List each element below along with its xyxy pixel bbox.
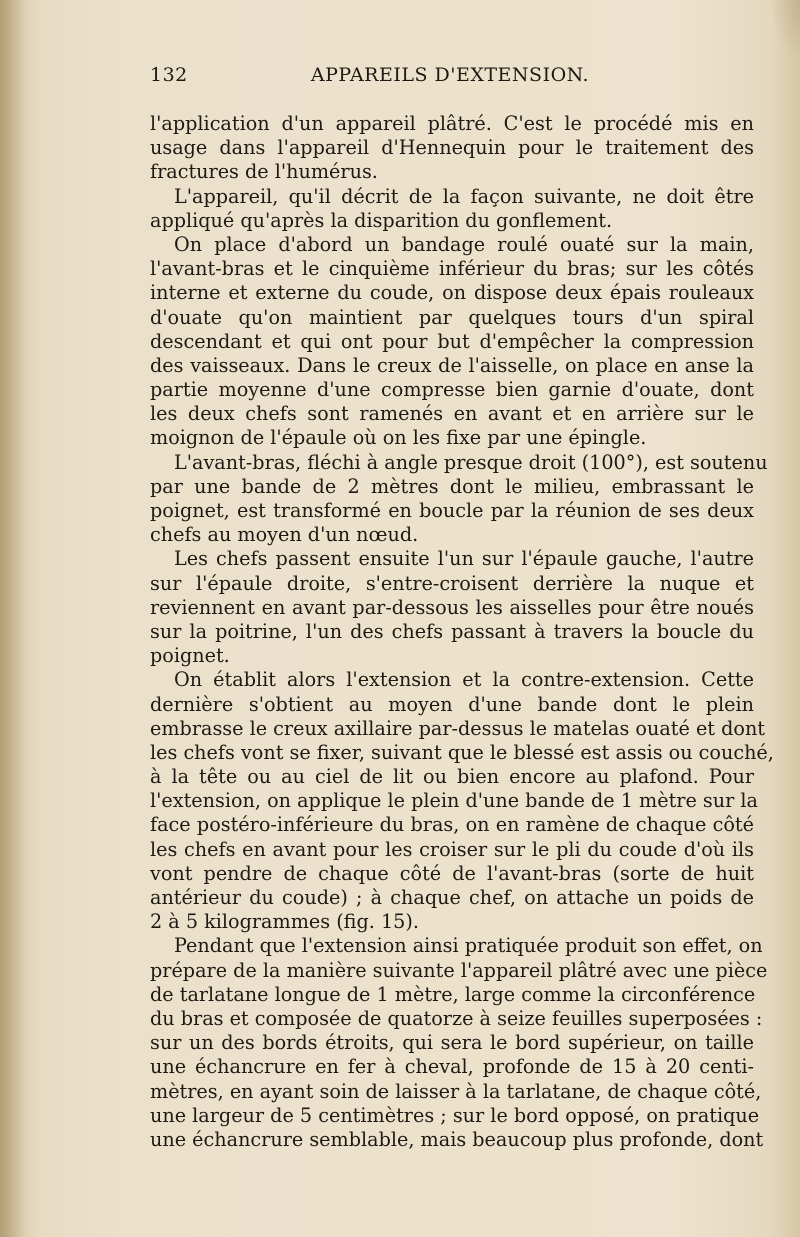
text-line: l'application d'un appareil plâtré. C'est le procédé mis en bbox=[150, 112, 754, 135]
text-line: une échancrure en fer à cheval, profonde de 15 à 20 centi- bbox=[150, 1055, 754, 1079]
text-line: sur l'épaule droite, s'entre-croisent derrière la nuque et bbox=[150, 571, 754, 595]
text-line: poignet. bbox=[150, 644, 230, 668]
text-line: les deux chefs sont ramenés en avant et en arrière sur le bbox=[150, 402, 754, 426]
text-line: poignet, est transformé en boucle par la réunion de ses deux bbox=[150, 499, 754, 522]
text-line: les chefs vont se fixer, suivant que le blessé est assis ou couché, bbox=[150, 740, 774, 764]
text-line: les chefs en avant pour les croiser sur le pli du coude d'où ils bbox=[150, 837, 754, 861]
body-text bbox=[150, 112, 774, 1152]
text-line: vont pendre de chaque côté de l'avant-bras (sorte de huit bbox=[150, 861, 754, 885]
text-line: une largeur de 5 centimètres ; sur le bord opposé, on pratique bbox=[150, 1103, 760, 1127]
text-line: Pendant que l'extension ainsi pratiquée produit son effet, on bbox=[174, 934, 763, 958]
running-title: APPAREILS D'EXTENSION. bbox=[310, 64, 590, 86]
text-line: L'appareil, qu'il décrit de la façon suivante, ne doit être bbox=[174, 184, 754, 208]
text-line: chefs au moyen d'un nœud. bbox=[150, 523, 419, 547]
text-line: d'ouate qu'on maintient par quelques tours d'un spiral bbox=[150, 305, 754, 329]
text-line: du bras et composée de quatorze à seize feuilles superposées : bbox=[150, 1006, 763, 1030]
text-line: appliqué qu'après la disparition du gonflement. bbox=[150, 208, 613, 232]
text-line: antérieur du coude) ; à chaque chef, on attache un poids de bbox=[150, 886, 754, 909]
text-line: interne et externe du coude, on dispose deux épais rouleaux bbox=[150, 281, 754, 305]
text-line: l'extension, on applique le plein d'une bande de 1 mètre sur la bbox=[150, 789, 758, 813]
text-line: l'avant-bras et le cinquième inférieur du bras; sur les côtés bbox=[150, 257, 754, 281]
text-line: 2 à 5 kilogrammes (fig. 15). bbox=[150, 910, 419, 934]
text-line: une échancrure semblable, mais beaucoup plus profonde, dont bbox=[150, 1127, 764, 1151]
text-line: sur la poitrine, l'un des chefs passant à travers la boucle du bbox=[150, 619, 754, 643]
text-line: prépare de la manière suivante l'appareil plâtré avec une pièce bbox=[150, 958, 768, 982]
text-line: usage dans l'appareil d'Hennequin pour le traitement des bbox=[150, 136, 754, 160]
text-line: descendant et qui ont pour but d'empêcher la compression bbox=[150, 329, 754, 353]
running-head bbox=[150, 64, 750, 94]
text-line: moignon de l'épaule où on les fixe par une épingle. bbox=[150, 426, 647, 450]
text-line: de tarlatane longue de 1 mètre, large comme la circonférence bbox=[150, 982, 756, 1006]
text-line: face postéro-inférieure du bras, on en ramène de chaque côté bbox=[150, 813, 754, 837]
text-line: dernière s'obtient au moyen d'une bande dont le plein bbox=[150, 692, 754, 716]
text-line: reviennent en avant par-dessous les aisselles pour être noués bbox=[150, 595, 754, 619]
text-line: On place d'abord un bandage roulé ouaté sur la main, bbox=[174, 232, 754, 256]
text-line: par une bande de 2 mètres dont le milieu, embrassant le bbox=[150, 474, 754, 498]
text-line: Les chefs passent ensuite l'un sur l'épaule gauche, l'autre bbox=[174, 547, 754, 571]
text-line: à la tête ou au ciel de lit ou bien encore au plafond. Pour bbox=[150, 765, 754, 789]
text-line: embrasse le creux axillaire par-dessus le matelas ouaté et dont bbox=[150, 716, 766, 740]
text-line: partie moyenne d'une compresse bien garnie d'ouate, dont bbox=[150, 378, 754, 402]
text-line: fractures de l'humérus. bbox=[150, 160, 378, 184]
text-line: On établit alors l'extension et la contre-extension. Cette bbox=[174, 668, 754, 692]
page-number: 132 bbox=[150, 64, 188, 86]
text-line: mètres, en ayant soin de laisser à la tarlatane, de chaque côté, bbox=[150, 1079, 762, 1103]
text-line: sur un des bords étroits, qui sera le bord supérieur, on taille bbox=[150, 1031, 754, 1055]
text-line: des vaisseaux. Dans le creux de l'aisselle, on place en anse la bbox=[150, 353, 754, 377]
text-line: L'avant-bras, fléchi à angle presque droit (100°), est soutenu bbox=[174, 450, 768, 474]
